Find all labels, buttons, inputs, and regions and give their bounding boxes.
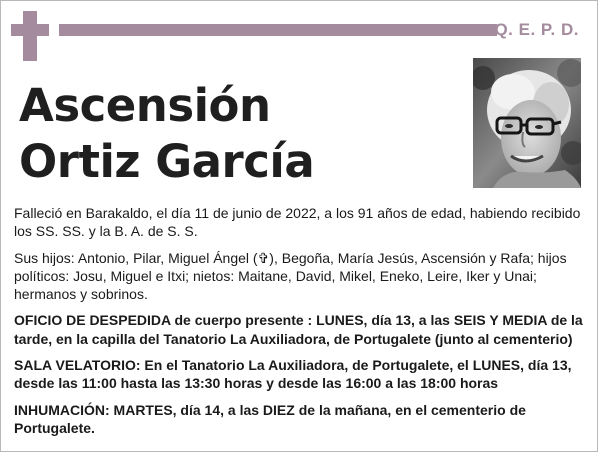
header-rule (59, 24, 497, 36)
deceased-first-name: Ascensión (19, 79, 271, 132)
farewell-service-paragraph: OFICIO DE DESPEDIDA de cuerpo presente : LUNES, día 13, a las SEIS Y MEDIA de la tarde, en la capilla del Tanatorio La Auxiliadora, de Portugalete (junto al cementerio) (14, 312, 583, 347)
death-notice-paragraph: Falleció en Barakaldo, el día 11 de junio de 2022, a los 91 años de edad, habiendo recibido los SS. SS. y la B. A. de S. S. (14, 205, 581, 240)
family-paragraph: Sus hijos: Antonio, Pilar, Miguel Ángel (✞), Begoña, María Jesús, Ascensión y Rafa; hijos políticos: Josu, Miguel e Itxi; nietos: Maitane, David, Mikel, Eneko, Leire, Iker y Unai; hermanos y sobrinos. (14, 249, 567, 303)
qepd-label: Q. E. P. D. (494, 20, 579, 39)
wake-room-paragraph: SALA VELATORIO: En el Tanatorio La Auxiliadora, de Portugalete, el LUNES, día 13, desde las 11:00 hasta las 13:30 horas y desde las 16:00 a las 18:00 horas (14, 357, 572, 392)
portrait-photo (473, 58, 581, 188)
deceased-surnames: Ortiz García (19, 135, 315, 188)
deceased-name (19, 78, 314, 190)
obituary-body (14, 204, 584, 445)
burial-paragraph: INHUMACIÓN: MARTES, día 14, a las DIEZ de la mañana, en el cementerio de Portugalete. (14, 401, 526, 436)
